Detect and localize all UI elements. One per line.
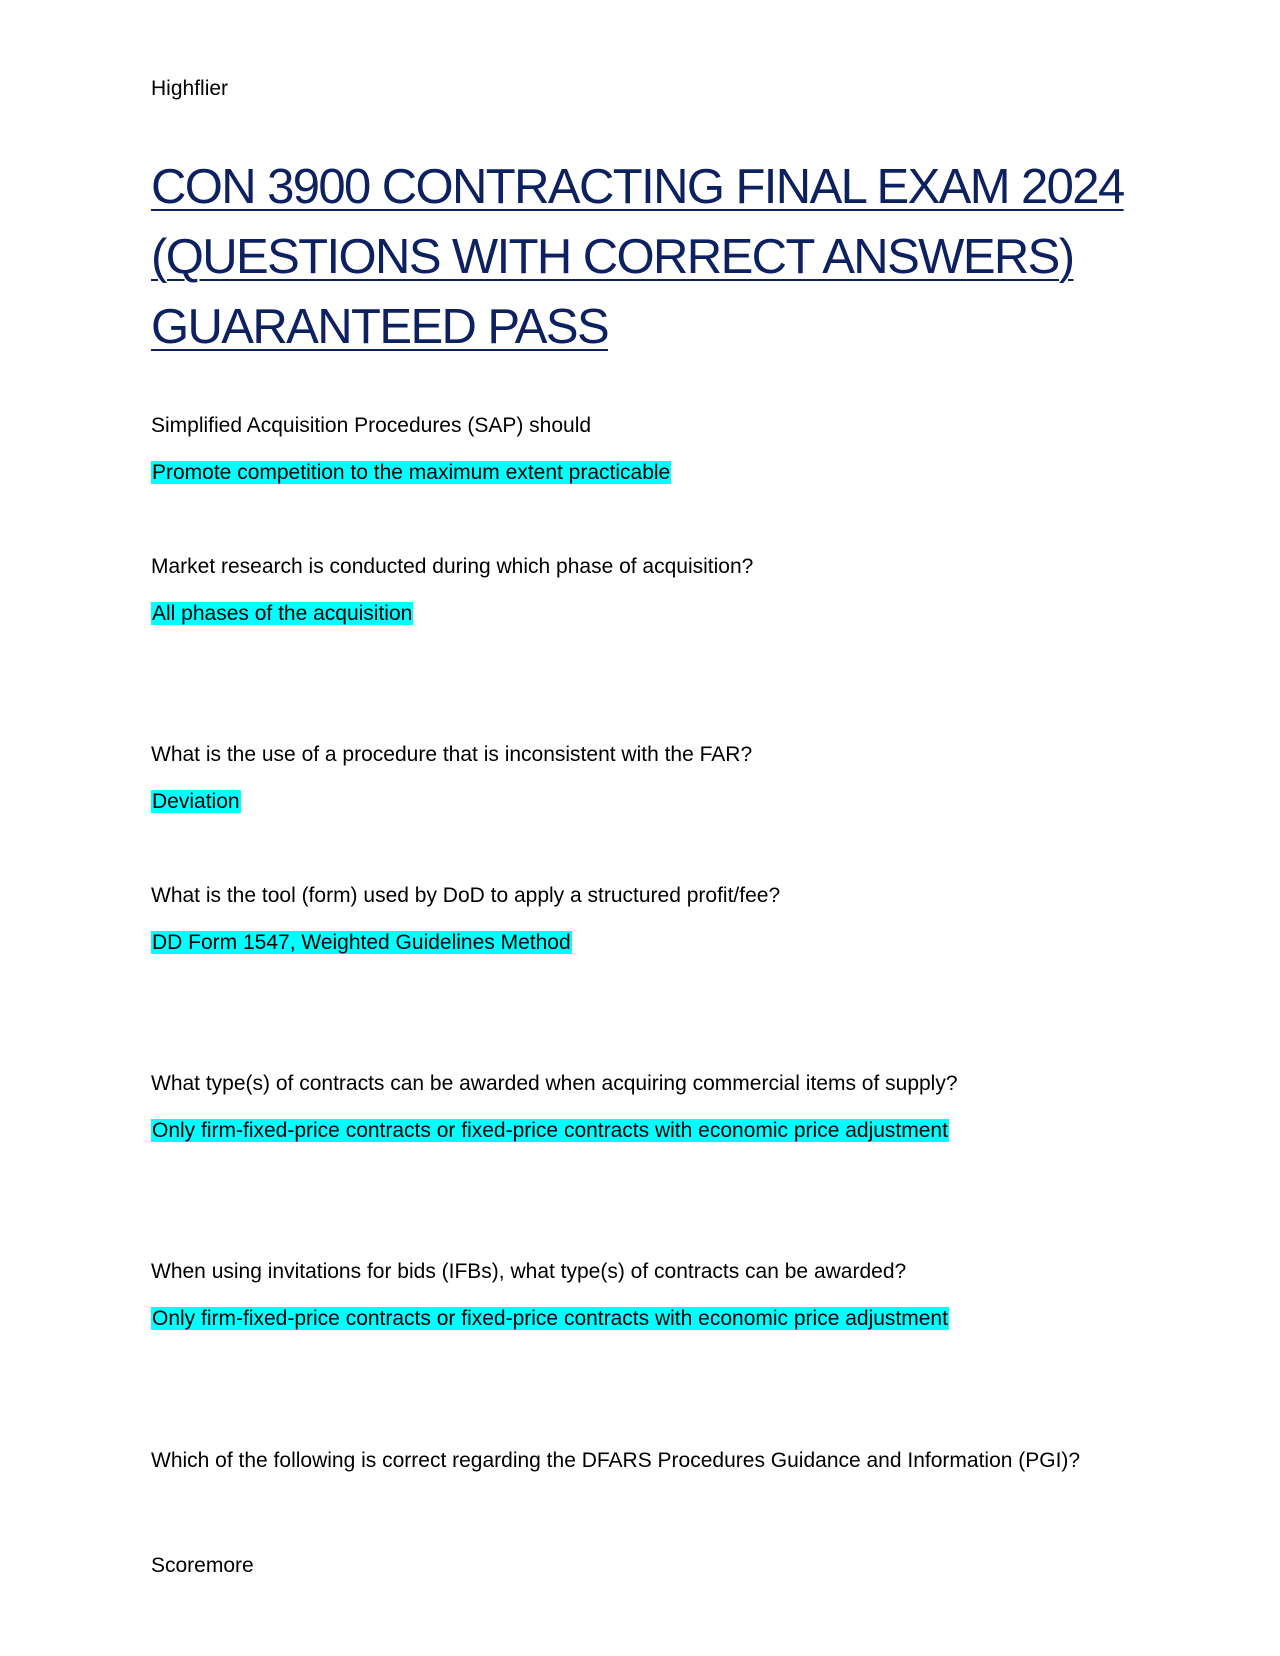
qa-item-5 xyxy=(151,1071,1151,1144)
document-title: CON 3900 CONTRACTING FINAL EXAM 2024 (QUESTIONS WITH CORRECT ANSWERS) GUARANTEED PASS xyxy=(151,160,1124,354)
qa-item-4 xyxy=(151,883,1151,956)
answer-highlight: Deviation xyxy=(152,790,240,813)
page-footer: Scoremore xyxy=(151,1554,254,1577)
question-text: What type(s) of contracts can be awarded when acquiring commercial items of supply? xyxy=(151,1072,958,1095)
answer-highlight: All phases of the acquisition xyxy=(152,602,413,625)
answer-highlight: Promote competition to the maximum extent practicable xyxy=(152,461,671,484)
question-text: What is the tool (form) used by DoD to apply a structured profit/fee? xyxy=(151,884,781,907)
page-header: Highflier xyxy=(151,77,229,100)
answer-highlight: Only firm-fixed-price contracts or fixed-price contracts with economic price adjustment xyxy=(152,1307,948,1330)
qa-item-1 xyxy=(151,413,1151,486)
question-text: Simplified Acquisition Procedures (SAP) should xyxy=(151,414,592,437)
question-text: What is the use of a procedure that is inconsistent with the FAR? xyxy=(151,743,753,766)
question-text: Which of the following is correct regarding the DFARS Procedures Guidance and Information (PGI)? xyxy=(151,1449,1081,1472)
question-text: Market research is conducted during which phase of acquisition? xyxy=(151,555,754,578)
answer-highlight: DD Form 1547, Weighted Guidelines Method xyxy=(152,931,571,954)
qa-item-7 xyxy=(151,1448,1151,1474)
qa-item-2 xyxy=(151,554,1151,627)
answer-highlight: Only firm-fixed-price contracts or fixed-price contracts with economic price adjustment xyxy=(152,1119,948,1142)
qa-item-3 xyxy=(151,742,1151,815)
question-text: When using invitations for bids (IFBs), what type(s) of contracts can be awarded? xyxy=(151,1260,907,1283)
qa-item-6 xyxy=(151,1259,1151,1332)
